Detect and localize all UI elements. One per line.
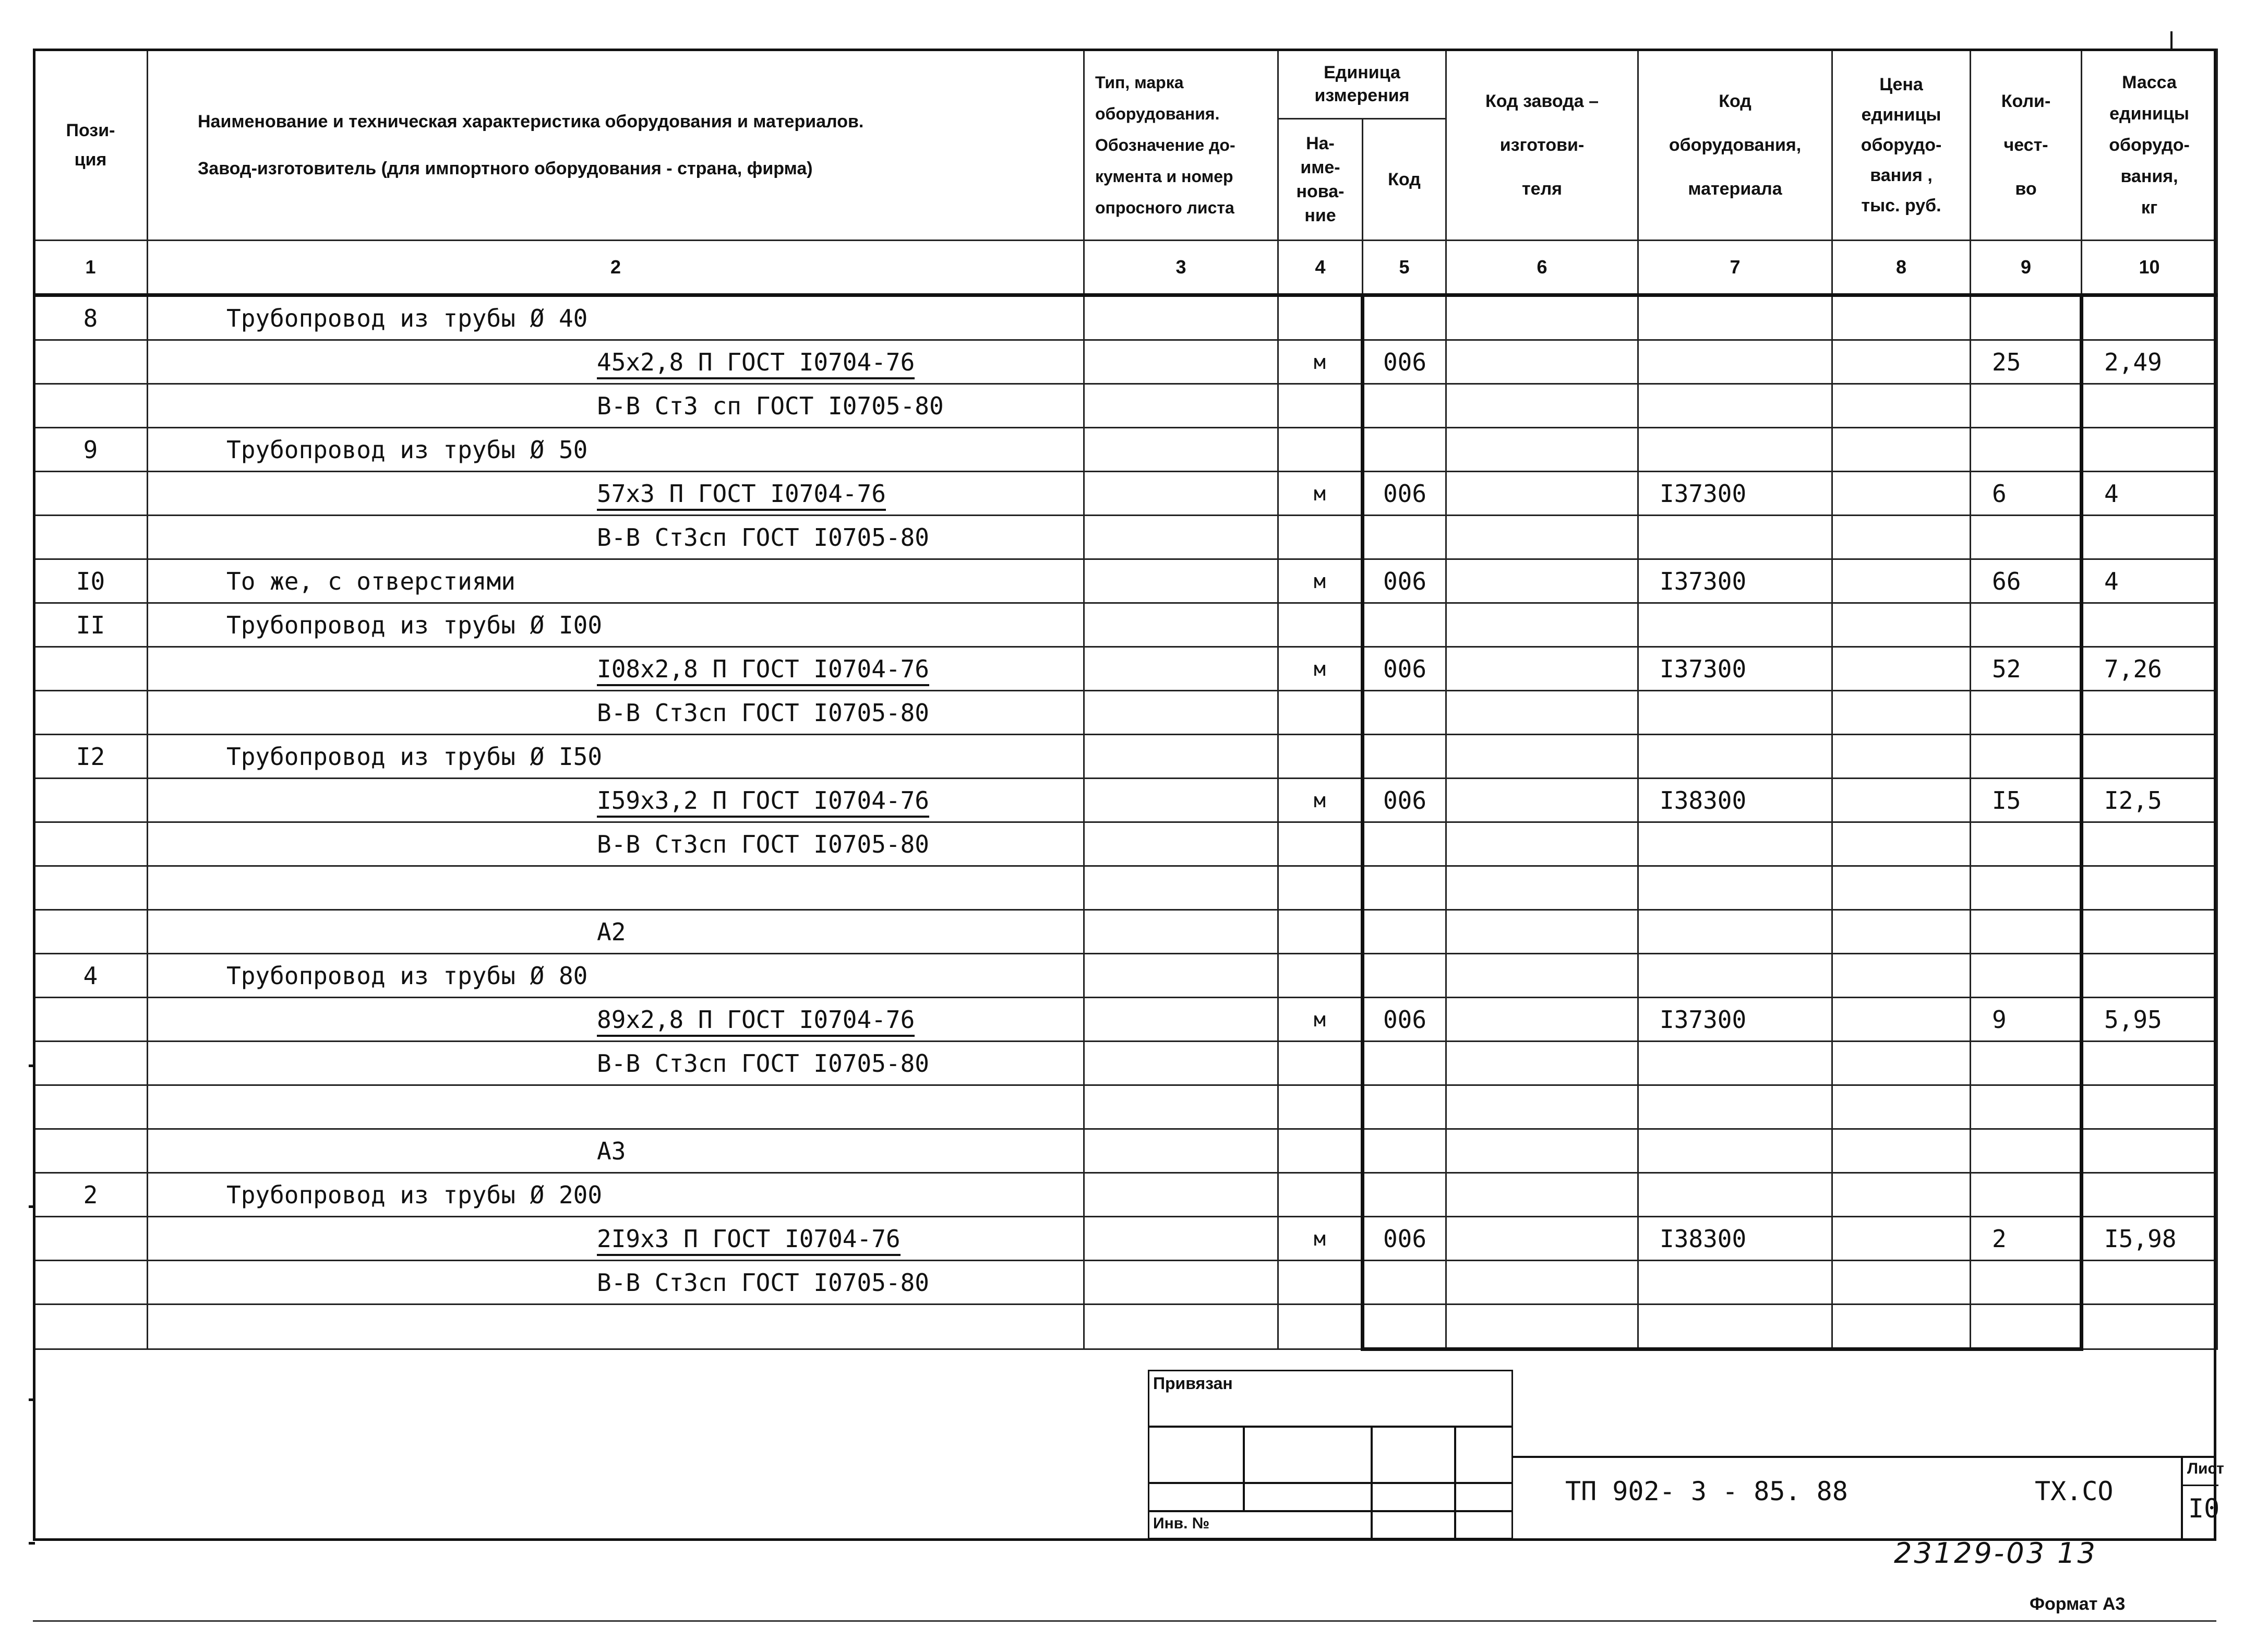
- top-corner-mark: [2170, 31, 2173, 50]
- margin-tick: [29, 1542, 35, 1545]
- cell-position: I0: [34, 559, 148, 603]
- row-name-text: Трубопровод из трубы Ø 200: [226, 1180, 603, 1209]
- row-name-text: В-В Ст3сп ГОСТ I0705-80: [597, 830, 929, 858]
- cell-equipment-code: I38300: [1638, 779, 1832, 822]
- cell-unit-code: 006: [1363, 1217, 1446, 1261]
- cell-mass: 4: [2082, 559, 2217, 603]
- cell-unit: м: [1278, 779, 1363, 822]
- cell-quantity: 25: [1971, 340, 2082, 384]
- format-label: Формат А3: [2030, 1594, 2126, 1614]
- cell-quantity: I5: [1971, 779, 2082, 822]
- header-position: Пози- ция: [34, 50, 148, 241]
- header-type: Тип, марка оборудования. Обозначение до- кумента и номер опросного листа: [1084, 50, 1278, 241]
- cell-position: 4: [34, 954, 148, 998]
- cell-unit: м: [1278, 647, 1363, 691]
- stamp-bound-label: Привязан: [1153, 1374, 1233, 1393]
- row-name-text: Трубопровод из трубы Ø 80: [226, 961, 588, 990]
- row-name-text: В-В Ст3сп ГОСТ I0705-80: [597, 1268, 929, 1297]
- cell-quantity: 66: [1971, 559, 2082, 603]
- cell-position: 9: [34, 428, 148, 472]
- cell-equipment-code: I37300: [1638, 647, 1832, 691]
- row-name-text: 57x3 П ГОСТ I0704-76: [597, 480, 886, 511]
- col-number: 9: [1971, 241, 2082, 295]
- row-name-text: Трубопровод из трубы Ø I50: [226, 742, 603, 771]
- document-code: ТП 902- 3 - 85. 88: [1565, 1476, 1848, 1506]
- cell-position: I2: [34, 735, 148, 779]
- row-name-text: 45x2,8 П ГОСТ I0704-76: [597, 348, 915, 379]
- document-section: ТХ.СО: [2035, 1476, 2114, 1506]
- archive-number: 23129-03 13: [1894, 1537, 2097, 1570]
- margin-tick: [29, 1398, 35, 1401]
- drawing-frame: [33, 49, 2216, 1541]
- header-unit-code: Код: [1363, 119, 1446, 241]
- cell-unit-code: 006: [1363, 779, 1446, 822]
- header-name-line1: Наименование и техническая характеристика оборудования и материалов.: [198, 111, 864, 131]
- cell-unit-code: 006: [1363, 998, 1446, 1042]
- header-unit-name: На- име- нова- ние: [1278, 119, 1363, 241]
- cell-position: II: [34, 603, 148, 647]
- row-name-text: 89x2,8 П ГОСТ I0704-76: [597, 1006, 915, 1037]
- cell-unit-code: 006: [1363, 340, 1446, 384]
- header-factory-code: Код завода – изготови- теля: [1446, 50, 1638, 241]
- cell-unit: м: [1278, 559, 1363, 603]
- cell-mass: I5,98: [2082, 1217, 2217, 1261]
- sheet-number: I0: [2188, 1493, 2220, 1524]
- row-name-text: В-В Ст3сп ГОСТ I0705-80: [597, 698, 929, 727]
- col-number: 4: [1278, 241, 1363, 295]
- cell-unit-code: 006: [1363, 647, 1446, 691]
- cell-mass: 7,26: [2082, 647, 2217, 691]
- col-number: 1: [34, 241, 148, 295]
- col-number: 8: [1832, 241, 1971, 295]
- row-name-text: I08x2,8 П ГОСТ I0704-76: [597, 655, 929, 686]
- row-name-text: I59x3,2 П ГОСТ I0704-76: [597, 786, 929, 818]
- row-name-text: В-В Ст3сп ГОСТ I0705-80: [597, 523, 929, 552]
- row-name-text: Трубопровод из трубы Ø 50: [226, 435, 588, 464]
- header-equipment-code: Код оборудования, материала: [1638, 50, 1832, 241]
- sheet-label: Лист: [2187, 1460, 2224, 1477]
- cell-unit-code: 006: [1363, 559, 1446, 603]
- col-number: 3: [1084, 241, 1278, 295]
- cell-mass: I2,5: [2082, 779, 2217, 822]
- row-name-text: 2I9x3 П ГОСТ I0704-76: [597, 1225, 901, 1256]
- cell-quantity: 52: [1971, 647, 2082, 691]
- cell-equipment-code: I37300: [1638, 559, 1832, 603]
- cell-position: 2: [34, 1173, 148, 1217]
- cell-unit: м: [1278, 998, 1363, 1042]
- cell-equipment-code: I37300: [1638, 472, 1832, 516]
- col-number: 5: [1363, 241, 1446, 295]
- header-quantity: Коли- чест- во: [1971, 50, 2082, 241]
- row-name-text: Трубопровод из трубы Ø 40: [226, 304, 588, 332]
- cell-equipment-code: I38300: [1638, 1217, 1832, 1261]
- cell-mass: 4: [2082, 472, 2217, 516]
- cell-unit-code: 006: [1363, 472, 1446, 516]
- col-number: 6: [1446, 241, 1638, 295]
- col-number: 10: [2082, 241, 2217, 295]
- row-name-text: То же, с отверстиями: [226, 567, 515, 595]
- col-number: 2: [148, 241, 1084, 295]
- row-name-text: В-В Ст3 сп ГОСТ I0705-80: [597, 391, 944, 420]
- stamp-inv-label: Инв. №: [1153, 1515, 1210, 1532]
- cell-mass: 5,95: [2082, 998, 2217, 1042]
- row-name-text: А2: [597, 917, 626, 946]
- cell-quantity: 2: [1971, 1217, 2082, 1261]
- header-unit: Единица измерения: [1278, 50, 1446, 119]
- header-name-line2: Завод-изготовитель (для импортного оборудования - страна, фирма): [198, 158, 813, 178]
- cell-equipment-code: I37300: [1638, 998, 1832, 1042]
- header-price: Цена единицы оборудо- вания , тыс. руб.: [1832, 50, 1971, 241]
- cell-unit: м: [1278, 472, 1363, 516]
- row-name-text: Трубопровод из трубы Ø I00: [226, 611, 603, 639]
- cell-mass: 2,49: [2082, 340, 2217, 384]
- col-number: 7: [1638, 241, 1832, 295]
- header-mass: Масса единицы оборудо- вания, кг: [2082, 50, 2217, 241]
- row-name-text: В-В Ст3сп ГОСТ I0705-80: [597, 1049, 929, 1078]
- cell-unit: м: [1278, 1217, 1363, 1261]
- cell-position: 8: [34, 295, 148, 340]
- margin-tick: [29, 1064, 35, 1067]
- row-name-text: А3: [597, 1136, 626, 1165]
- margin-tick: [29, 1205, 35, 1208]
- cell-quantity: 6: [1971, 472, 2082, 516]
- bottom-rule: [33, 1620, 2216, 1622]
- cell-quantity: 9: [1971, 998, 2082, 1042]
- cell-unit: м: [1278, 340, 1363, 384]
